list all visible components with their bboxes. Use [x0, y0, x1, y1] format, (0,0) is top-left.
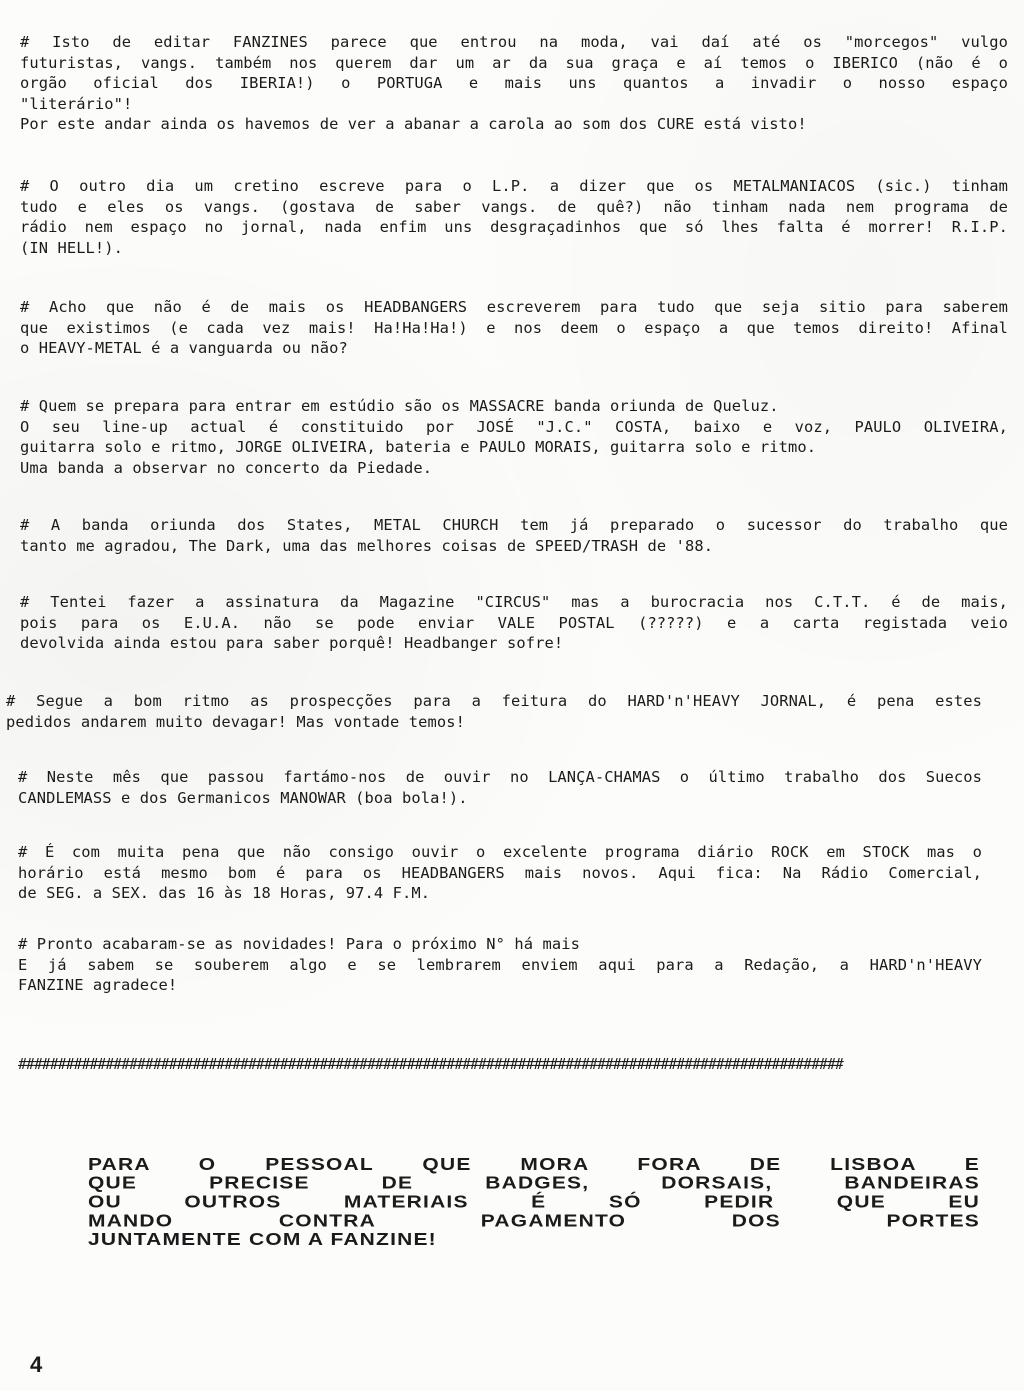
text-line: CANDLEMASS e dos Germanicos MANOWAR (boa bola!).: [18, 788, 468, 807]
notice-line: QUE PRECISE DE BADGES, DORSAIS, BANDEIRAS: [88, 1173, 980, 1193]
text-line: futuristas, vangs. também nos querem dar um ar da sua graça e aí temos o IBERICO (não é o: [20, 53, 1008, 72]
text-line: O seu line-up actual é constituido por JOSÉ "J.C." COSTA, baixo e voz, PAULO OLIVEIRA,: [20, 417, 1008, 436]
text-line: # É com muita pena que não consigo ouvir o excelente programa diário ROCK em STOCK mas o: [18, 843, 982, 861]
page-number: 4: [30, 1352, 43, 1377]
text-line: # Isto de editar FANZINES parece que entrou na moda, vai daí até os "morcegos" vulgo: [20, 33, 1008, 51]
news-item-lanca-chamas: [18, 767, 982, 808]
text-line: E já sabem se souberem algo e se lembrarem enviem aqui para a Redação, a HARD'n'HEAVY: [18, 955, 982, 974]
text-line: (IN HELL!).: [20, 238, 124, 257]
news-item-metalmaniacos: [20, 176, 1008, 258]
text-line: devolvida ainda estou para saber porquê! Headbanger sofre!: [20, 634, 564, 652]
news-item-circus: [20, 592, 1008, 654]
text-line: de SEG. a SEX. das 16 às 18 Horas, 97.4 F.M.: [18, 884, 431, 902]
notice-line: JUNTAMENTE COM A FANZINE!: [88, 1230, 437, 1250]
text-line: # O outro dia um cretino escreve para o L.P. a dizer que os METALMANIACOS (sic.) tinham: [20, 177, 1008, 195]
text-line: # Acho que não é de mais os HEADBANGERS escreverem para tudo que seja sitio para saberem: [20, 298, 1008, 316]
text-line: que existimos (e cada vez mais! Ha!Ha!Ha!) e nos deem o espaço a que temos direito! Afinal: [20, 318, 1008, 337]
notice-line: PARA O PESSOAL QUE MORA FORA DE LISBOA E: [88, 1155, 980, 1174]
text-line: pois para os E.U.A. não se pode enviar VALE POSTAL (?????) e a carta registada veio: [20, 613, 1008, 632]
text-line: tanto me agradou, The Dark, uma das melhores coisas de SPEED/TRASH de '88.: [20, 536, 714, 555]
text-line: tudo e eles os vangs. (gostava de saber vangs. de quê?) não tinham nada nem programa de: [20, 197, 1008, 216]
news-item-massacre: [20, 396, 1008, 478]
text-line: "literário"!: [20, 94, 133, 113]
text-line: pedidos andarem muito devagar! Mas vontade temos!: [6, 712, 465, 731]
text-line: horário está mesmo bom é para os HEADBANGERS mais novos. Aqui fica: Na Rádio Comercial,: [18, 863, 982, 882]
text-line: orgão oficial dos IBERIA!) o PORTUGA e mais uns quantos a invadir o nosso espaço: [20, 74, 1008, 92]
news-item-novidades: [18, 934, 982, 996]
text-line: o HEAVY-METAL é a vanguarda ou não?: [20, 339, 348, 357]
news-item-headbangers: [20, 297, 1008, 359]
text-line: # Neste mês que passou fartámo-nos de ouvir no LANÇA-CHAMAS o último trabalho dos Suecos: [18, 768, 982, 786]
text-line: Por este andar ainda os havemos de ver a abanar a carola ao som dos CURE está visto!: [20, 115, 807, 133]
text-line: # Quem se prepara para entrar em estúdio são os MASSACRE banda oriunda de Queluz.: [20, 397, 779, 415]
news-item-rock-em-stock: [18, 842, 982, 904]
news-item-hard-n-heavy-jornal: [6, 691, 982, 732]
merchandise-notice: [88, 1155, 980, 1249]
text-line: # Tentei fazer a assinatura da Magazine "CIRCUS" mas a burocracia nos C.T.T. é de mais,: [20, 593, 1008, 611]
text-line: FANZINE agradece!: [18, 976, 178, 994]
text-line: rádio nem espaço no jornal, nada enfim uns desgraçadinhos que só lhes falta é morrer! R.I.P.: [20, 218, 1008, 236]
text-line: Uma banda a observar no concerto da Piedade.: [20, 458, 433, 477]
news-item-fanzines: [20, 32, 1008, 135]
notice-line: OU OUTROS MATERIAIS É SÓ PEDIR QUE EU: [88, 1192, 980, 1212]
text-line: # Pronto acabaram-se as novidades! Para o próximo N° há mais: [18, 935, 580, 953]
news-item-metal-church: [20, 515, 1008, 556]
hash-divider: ########################################################################################################: [18, 1055, 843, 1073]
notice-line: MANDO CONTRA PAGAMENTO DOS PORTES: [88, 1211, 980, 1231]
text-line: guitarra solo e ritmo, JORGE OLIVEIRA, bateria e PAULO MORAIS, guitarra solo e ritmo.: [20, 438, 817, 456]
text-line: # Segue a bom ritmo as prospecções para a feitura do HARD'n'HEAVY JORNAL, é pena estes: [6, 692, 982, 710]
text-line: # A banda oriunda dos States, METAL CHURCH tem já preparado o sucessor do trabalho que: [20, 516, 1008, 534]
